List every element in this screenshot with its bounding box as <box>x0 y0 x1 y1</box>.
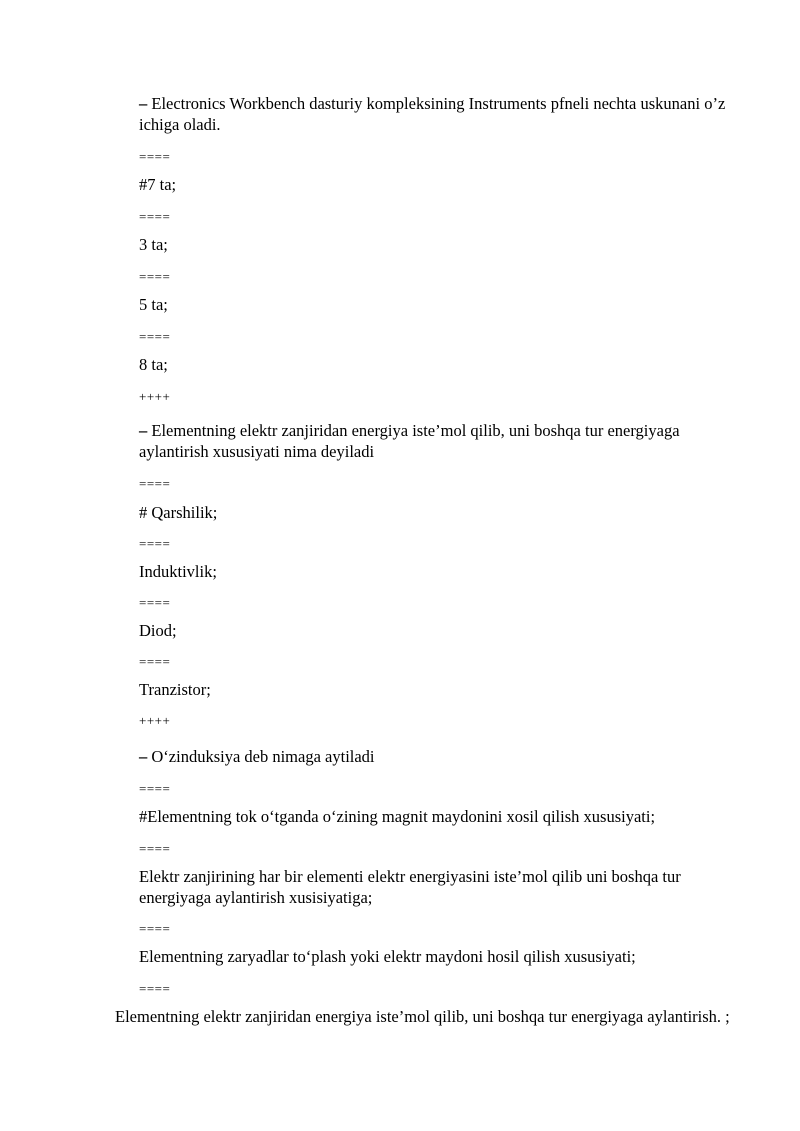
question-dash: – <box>139 94 148 113</box>
answer-option: #Elementning tok o‘tganda o‘zining magnit maydonini xosil qilish xususiyati; <box>139 807 656 826</box>
option-separator: ==== <box>139 149 171 164</box>
option-separator: ==== <box>139 654 171 669</box>
question-separator: ++++ <box>139 713 171 728</box>
answer-option: Tranzistor; <box>139 680 211 699</box>
answer-option: Elementning elektr zanjiridan energiya iste’mol qilib, uni boshqa tur energiyaga aylantirish. ; <box>115 1007 730 1026</box>
option-separator: ==== <box>139 476 171 491</box>
answer-option: 8 ta; <box>139 355 168 374</box>
answer-option: 3 ta; <box>139 235 168 254</box>
option-separator: ==== <box>139 329 171 344</box>
question-3 <box>139 746 739 767</box>
answer-option: Elektr zanjirining har bir elementi elektr energiyasini iste’mol qilib uni boshqa tur energiyaga aylantirish xusisiyatiga; <box>139 867 681 907</box>
question-text: Elementning elektr zanjiridan energiya iste’mol qilib, uni boshqa tur energiyaga aylantirish xususiyati nima deyiladi <box>139 421 680 461</box>
option-separator: ==== <box>139 781 171 796</box>
question-text: O‘zinduksiya deb nimaga aytiladi <box>147 747 375 766</box>
answer-option: Elementning zaryadlar to‘plash yoki elektr maydoni hosil qilish xususiyati; <box>139 947 636 966</box>
option-separator: ==== <box>139 209 171 224</box>
question-dash: – <box>139 421 148 440</box>
option-separator: ==== <box>139 981 171 996</box>
question-1 <box>139 93 739 135</box>
answer-option: Induktivlik; <box>139 562 217 581</box>
option-separator: ==== <box>139 841 171 856</box>
question-separator: ++++ <box>139 389 171 404</box>
question-dash: – <box>139 747 148 766</box>
option-separator: ==== <box>139 269 171 284</box>
answer-option: #7 ta; <box>139 175 177 194</box>
question-text: Electronics Workbench dasturiy kompleksining Instruments pfneli nechta uskunani o’z ichiga oladi. <box>139 94 726 134</box>
option-separator: ==== <box>139 595 171 610</box>
question-2 <box>139 420 739 462</box>
answer-option: # Qarshilik; <box>139 503 218 522</box>
option-separator: ==== <box>139 536 171 551</box>
answer-option: Diod; <box>139 621 177 640</box>
option-separator: ==== <box>139 921 171 936</box>
answer-option: 5 ta; <box>139 295 168 314</box>
